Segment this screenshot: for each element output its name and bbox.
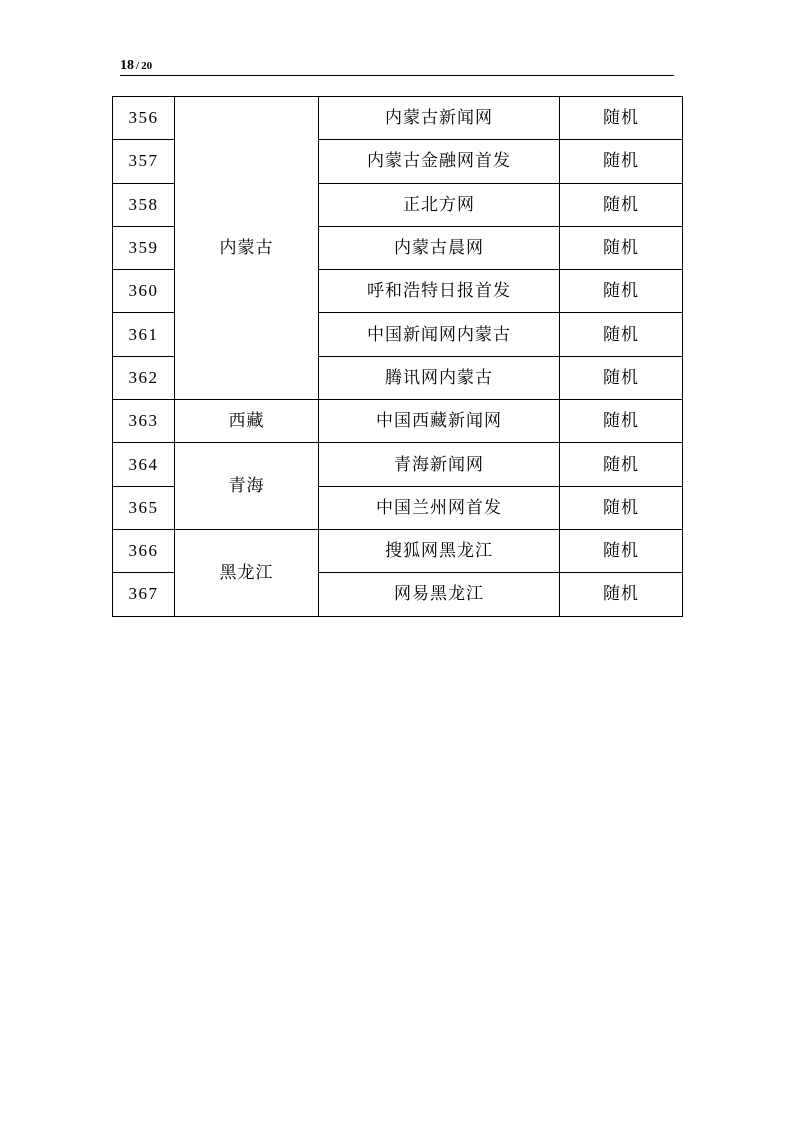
site-name: 中国西藏新闻网 [319, 400, 560, 443]
table-row [113, 443, 683, 486]
publish-method: 随机 [560, 226, 683, 269]
site-name: 内蒙古金融网首发 [319, 140, 560, 183]
row-number: 358 [113, 183, 175, 226]
publish-method: 随机 [560, 270, 683, 313]
publish-method: 随机 [560, 313, 683, 356]
media-list-table [112, 96, 683, 617]
row-number: 365 [113, 486, 175, 529]
publish-method: 随机 [560, 140, 683, 183]
site-name: 正北方网 [319, 183, 560, 226]
region-cell: 黑龙江 [175, 529, 319, 616]
publish-method: 随机 [560, 356, 683, 399]
page-header [120, 58, 674, 76]
row-number: 364 [113, 443, 175, 486]
page-number [120, 58, 152, 74]
page-separator: / [136, 60, 140, 72]
row-number: 362 [113, 356, 175, 399]
publish-method: 随机 [560, 486, 683, 529]
site-name: 内蒙古新闻网 [319, 97, 560, 140]
publish-method: 随机 [560, 573, 683, 616]
row-number: 361 [113, 313, 175, 356]
publish-method: 随机 [560, 97, 683, 140]
region-cell: 青海 [175, 443, 319, 530]
site-name: 腾讯网内蒙古 [319, 356, 560, 399]
row-number: 359 [113, 226, 175, 269]
site-name: 网易黑龙江 [319, 573, 560, 616]
region-cell: 西藏 [175, 400, 319, 443]
region-cell: 内蒙古 [175, 97, 319, 400]
site-name: 呼和浩特日报首发 [319, 270, 560, 313]
table-row [113, 97, 683, 140]
publish-method: 随机 [560, 400, 683, 443]
site-name: 中国兰州网首发 [319, 486, 560, 529]
row-number: 360 [113, 270, 175, 313]
publish-method: 随机 [560, 529, 683, 572]
page-total: 20 [141, 60, 153, 72]
site-name: 青海新闻网 [319, 443, 560, 486]
table-row [113, 400, 683, 443]
row-number: 367 [113, 573, 175, 616]
row-number: 356 [113, 97, 175, 140]
publish-method: 随机 [560, 183, 683, 226]
row-number: 366 [113, 529, 175, 572]
site-name: 中国新闻网内蒙古 [319, 313, 560, 356]
publish-method: 随机 [560, 443, 683, 486]
site-name: 内蒙古晨网 [319, 226, 560, 269]
site-name: 搜狐网黑龙江 [319, 529, 560, 572]
page-current: 18 [120, 58, 134, 73]
table-row [113, 529, 683, 572]
row-number: 363 [113, 400, 175, 443]
row-number: 357 [113, 140, 175, 183]
